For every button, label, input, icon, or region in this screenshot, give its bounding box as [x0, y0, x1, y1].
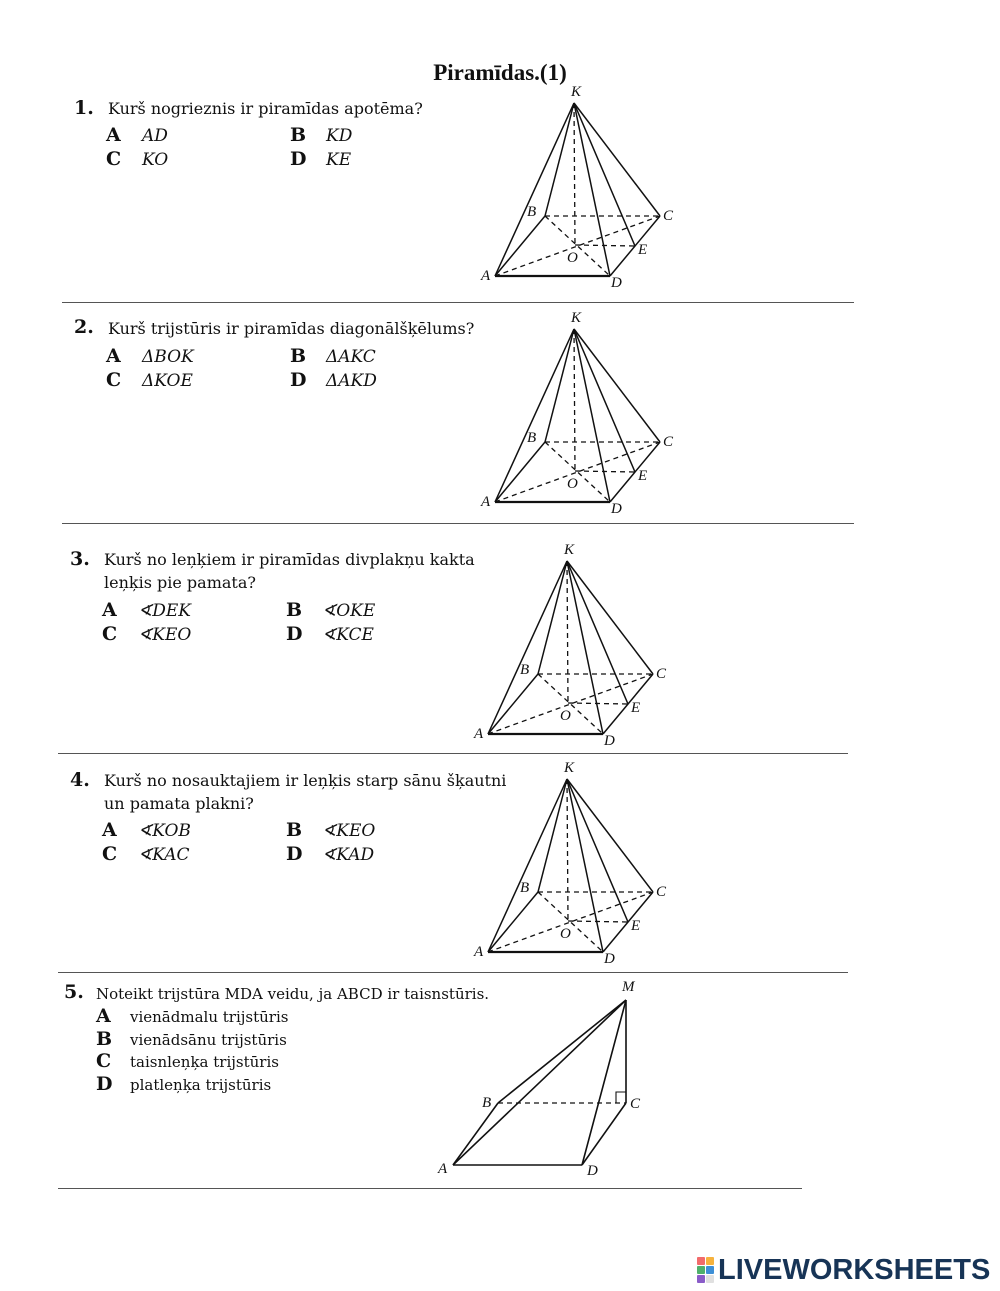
edge-kc: [567, 779, 653, 892]
edge-md: [582, 1000, 626, 1165]
label-o: O: [560, 708, 571, 724]
label-k: K: [564, 760, 575, 776]
label-o: O: [567, 476, 578, 492]
question-1-option-c[interactable]: C KO: [106, 148, 169, 170]
label-b: B: [527, 204, 537, 220]
question-4-option-a[interactable]: A ∢KOB: [102, 819, 191, 841]
label-o: O: [560, 926, 571, 942]
question-4-option-d[interactable]: D ∢KAD: [286, 843, 375, 865]
edge-ko-hidden: [567, 561, 568, 703]
edge-bd-hidden: [538, 674, 603, 734]
question-5-option-a[interactable]: A vienādmalu trijstūris: [96, 1005, 289, 1027]
label-k: K: [564, 542, 575, 558]
pyramid-figure-2: [475, 310, 690, 519]
brand-name: LIVEWORKSHEETS: [718, 1253, 991, 1286]
label-d: D: [611, 275, 622, 291]
edge-kb: [545, 103, 574, 216]
edge-kd: [567, 561, 603, 734]
edge-kd: [567, 779, 603, 952]
edge-bd-hidden: [545, 216, 610, 276]
question-3-option-b[interactable]: B ∢OKE: [286, 599, 376, 621]
label-a: A: [474, 944, 484, 960]
label-d: D: [604, 951, 615, 967]
label-m: M: [622, 979, 635, 995]
question-3-text-line-2: leņķis pie pamata?: [104, 573, 256, 592]
question-1-text: Kurš nogrieznis ir piramīdas apotēma?: [108, 99, 423, 118]
label-e: E: [631, 700, 641, 716]
edge-ke: [574, 329, 635, 472]
question-4-text-line-1: Kurš no nosauktajiem ir leņķis starp sānu šķautni: [104, 771, 507, 790]
question-2-number: 2.: [74, 316, 94, 338]
question-2-text: Kurš trijstūris ir piramīdas diagonālšķēlums?: [108, 319, 475, 338]
edge-ka: [488, 561, 567, 734]
question-5-option-d[interactable]: D platleņķa trijstūris: [96, 1073, 272, 1095]
question-5-number: 5.: [64, 981, 84, 1003]
label-c: C: [663, 434, 674, 450]
edge-mb: [498, 1000, 626, 1103]
edge-bd-hidden: [538, 892, 603, 952]
label-d: D: [611, 501, 622, 517]
liveworksheets-logo: [697, 1255, 990, 1285]
label-a: A: [438, 1161, 448, 1177]
question-4-option-b[interactable]: B ∢KEO: [286, 819, 376, 841]
separator: [58, 753, 848, 754]
edge-ab: [488, 674, 538, 734]
question-1-option-d[interactable]: D KE: [290, 148, 352, 170]
label-b: B: [482, 1095, 492, 1111]
right-angle-mark: [616, 1092, 626, 1103]
label-k: K: [571, 310, 582, 326]
label-d: D: [604, 733, 615, 749]
label-c: C: [630, 1096, 641, 1112]
question-5-option-c[interactable]: C taisnleņķa trijstūris: [96, 1050, 279, 1072]
question-4-option-c[interactable]: C ∢KAC: [102, 843, 190, 865]
edge-dc: [582, 1103, 626, 1165]
edge-kb: [545, 329, 574, 442]
page-title: Piramīdas.(1): [433, 60, 567, 85]
question-4-text-line-2: un pamata plakni?: [104, 794, 254, 813]
label-c: C: [656, 884, 667, 900]
label-e: E: [638, 242, 648, 258]
edge-ab: [488, 892, 538, 952]
question-2-option-a[interactable]: A ΔBOK: [106, 345, 194, 367]
edge-ka: [495, 329, 574, 502]
question-5-option-b[interactable]: B vienādsānu trijstūris: [96, 1028, 287, 1050]
logo-icon: [697, 1257, 714, 1283]
edge-kd: [574, 329, 610, 502]
edge-ab: [495, 216, 545, 276]
pyramid-figure-1: [475, 84, 690, 293]
label-o: O: [567, 250, 578, 266]
label-a: A: [481, 268, 491, 284]
label-e: E: [631, 918, 641, 934]
edge-ko-hidden: [574, 329, 575, 471]
separator: [62, 302, 854, 303]
question-1-option-b[interactable]: B KD: [290, 124, 353, 146]
edge-kb: [538, 779, 567, 892]
edge-kb: [538, 561, 567, 674]
edge-ke: [567, 779, 628, 922]
separator: [58, 1188, 802, 1189]
question-1-number: 1.: [74, 97, 94, 119]
question-2-option-c[interactable]: C ΔKOE: [106, 369, 193, 391]
edge-kc: [567, 561, 653, 674]
pyramid-figure-3: [468, 542, 683, 751]
label-c: C: [656, 666, 667, 682]
edge-ab: [453, 1103, 498, 1165]
separator: [58, 972, 848, 973]
label-c: C: [663, 208, 674, 224]
triangle-figure-5: [430, 975, 650, 1185]
question-3-option-a[interactable]: A ∢DEK: [102, 599, 191, 621]
label-e: E: [638, 468, 648, 484]
pyramid-figure-4: [468, 760, 683, 969]
question-2-option-b[interactable]: B ΔAKC: [290, 345, 376, 367]
label-b: B: [527, 430, 537, 446]
edge-ko-hidden: [574, 103, 575, 245]
edge-ke: [574, 103, 635, 246]
edge-kd: [574, 103, 610, 276]
separator: [62, 523, 854, 524]
label-a: A: [481, 494, 491, 510]
edge-ko-hidden: [567, 779, 568, 921]
question-4-number: 4.: [70, 769, 90, 791]
edge-ka: [495, 103, 574, 276]
question-5-text: Noteikt trijstūra MDA veidu, ja ABCD ir taisnstūris.: [96, 985, 490, 1003]
edge-oe-hidden: [575, 245, 635, 246]
label-b: B: [520, 880, 530, 896]
edge-ke: [567, 561, 628, 704]
edge-oe-hidden: [568, 703, 628, 704]
edge-ab: [495, 442, 545, 502]
edge-kc: [574, 329, 660, 442]
edge-kc: [574, 103, 660, 216]
edge-oe-hidden: [575, 471, 635, 472]
label-a: A: [474, 726, 484, 742]
question-3-number: 3.: [70, 548, 90, 570]
label-d: D: [587, 1163, 598, 1179]
question-3-text-line-1: Kurš no leņķiem ir piramīdas divplakņu kakta: [104, 550, 475, 569]
label-b: B: [520, 662, 530, 678]
label-k: K: [571, 84, 582, 100]
question-3-option-c[interactable]: C ∢KEO: [102, 623, 192, 645]
edge-oe-hidden: [568, 921, 628, 922]
edge-ka: [488, 779, 567, 952]
question-2-option-d[interactable]: D ΔAKD: [290, 369, 377, 391]
figure-5-lines: [453, 1000, 626, 1165]
question-1-option-a[interactable]: A AD: [106, 124, 168, 146]
edge-bd-hidden: [545, 442, 610, 502]
question-3-option-d[interactable]: D ∢KCE: [286, 623, 374, 645]
